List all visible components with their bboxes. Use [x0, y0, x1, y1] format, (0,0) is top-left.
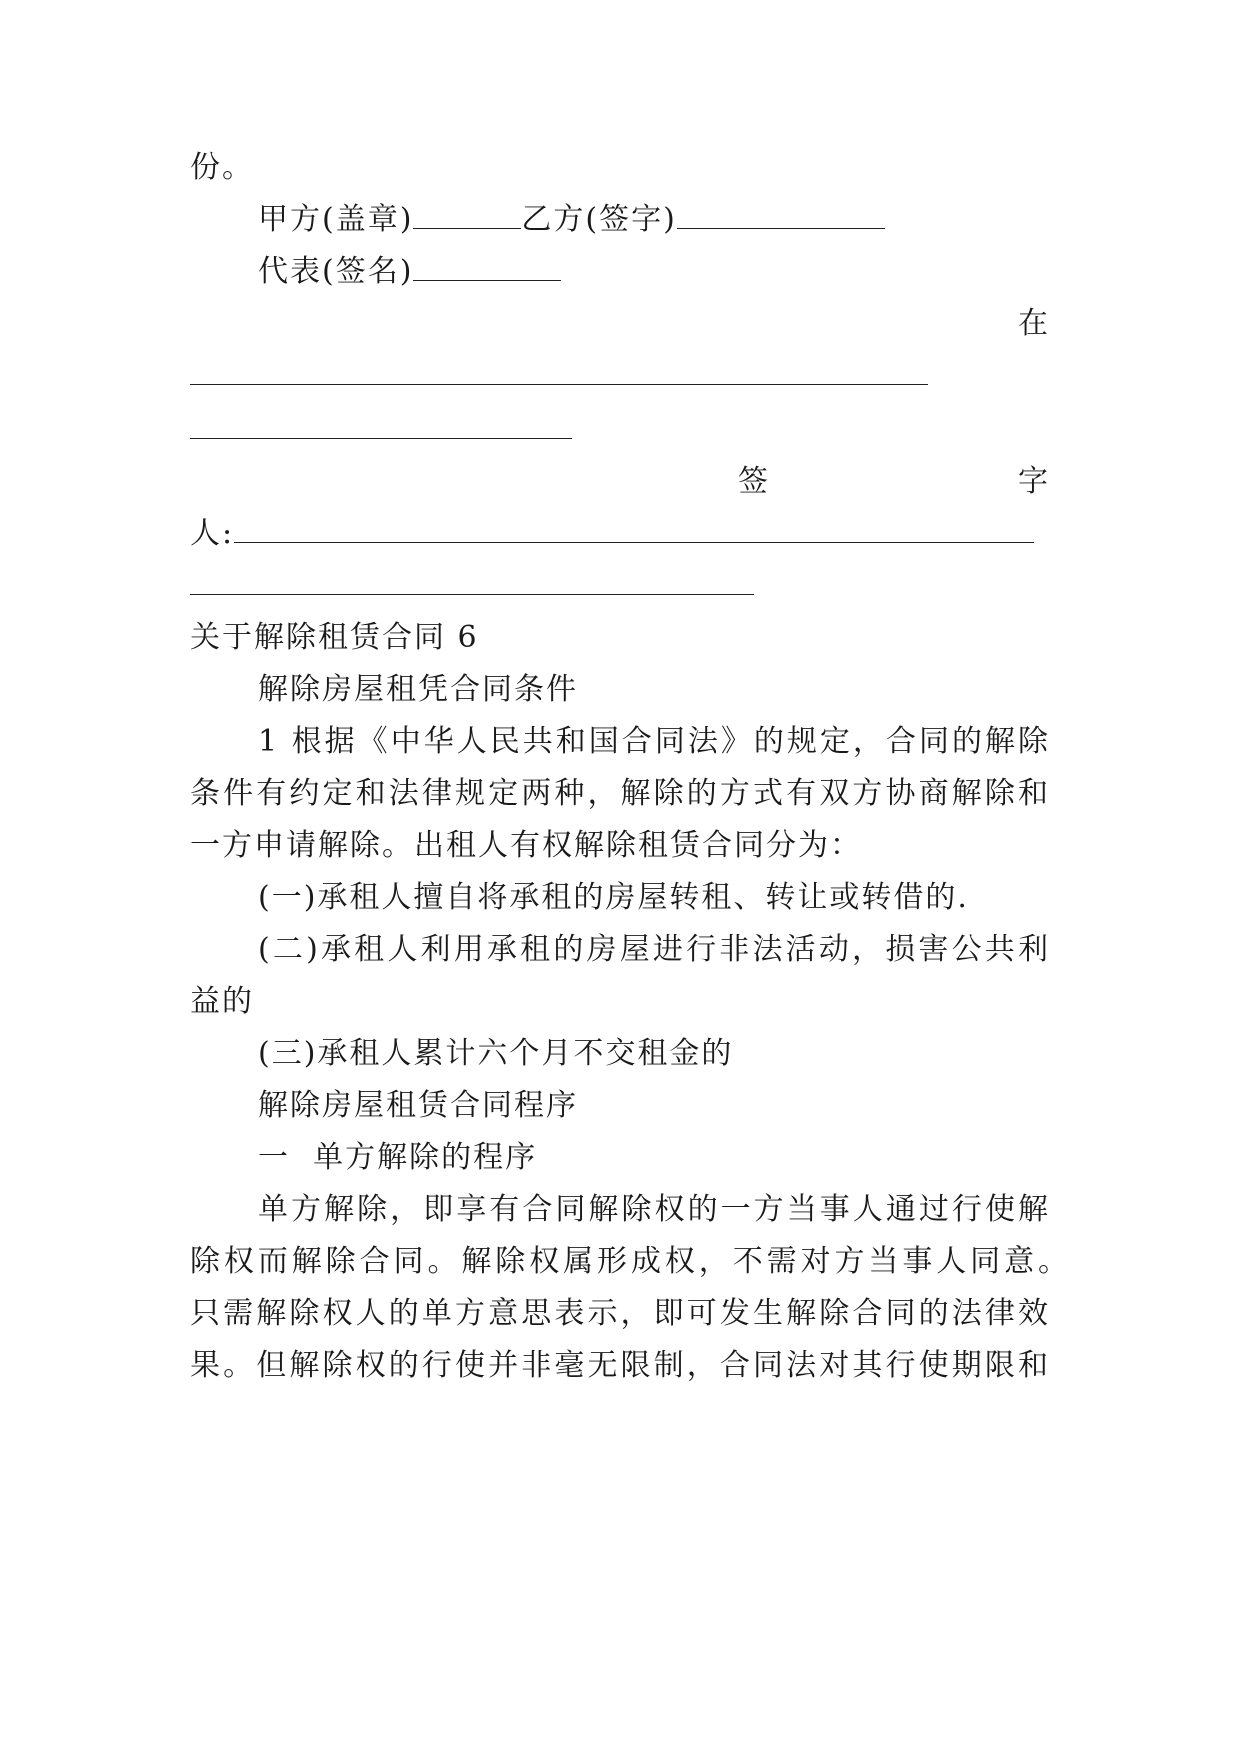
paragraph-line: 单方解除，即享有合同解除权的一方当事人通过行使解 [258, 1192, 1050, 1227]
paragraph-line: 除权而解除合同。解除权属形成权，不需对方当事人同意。 [190, 1244, 1070, 1279]
party-b-blank [677, 198, 885, 229]
list-item: (一)承租人擅自将承租的房屋转租、转让或转借的. [258, 880, 969, 915]
subheading-unilateral: 一 单方解除的程序 [258, 1140, 538, 1175]
party-a-line [258, 198, 1050, 242]
signer-char-a: 签 [738, 464, 770, 499]
location-blank-line-2 [190, 438, 572, 439]
signer-blank [234, 512, 1034, 543]
section-title: 关于解除租赁合同 6 [190, 620, 479, 655]
signer-line [190, 512, 1050, 556]
party-a-blank [413, 198, 521, 229]
paragraph-line: 一方申请解除。出租人有权解除租赁合同分为： [190, 828, 862, 863]
heading-conditions: 解除房屋租凭合同条件 [258, 672, 578, 707]
location-blank-line-1 [190, 384, 928, 385]
heading-procedure: 解除房屋租赁合同程序 [258, 1088, 578, 1123]
paragraph-line: 条件有约定和法律规定两种，解除的方式有双方协商解除和 [190, 776, 1050, 811]
representative-line [258, 250, 1050, 294]
signer-label: 人: [190, 516, 235, 551]
representative-blank [413, 250, 561, 281]
text-line: 份。 [190, 150, 254, 185]
paragraph-line: 果。但解除权的行使并非毫无限制，合同法对其行使期限和 [190, 1348, 1050, 1383]
signer-char-b: 字 [1018, 464, 1050, 499]
list-item: (三)承租人累计六个月不交租金的 [258, 1036, 734, 1071]
signer-blank-line-2 [190, 594, 754, 595]
list-item-continuation: 益的 [190, 984, 254, 1019]
location-label: 在 [1018, 306, 1050, 341]
party-a-label: 甲方(盖章) [258, 202, 414, 237]
paragraph-line: 1 根据《中华人民共和国合同法》的规定，合同的解除 [258, 724, 1050, 759]
paragraph-line: 只需解除权人的单方意思表示，即可发生解除合同的法律效 [190, 1296, 1050, 1331]
list-item: (二)承租人利用承租的房屋进行非法活动，损害公共利 [258, 932, 1050, 967]
party-b-label: 乙方(签字) [521, 202, 677, 237]
representative-label: 代表(签名) [258, 254, 414, 289]
